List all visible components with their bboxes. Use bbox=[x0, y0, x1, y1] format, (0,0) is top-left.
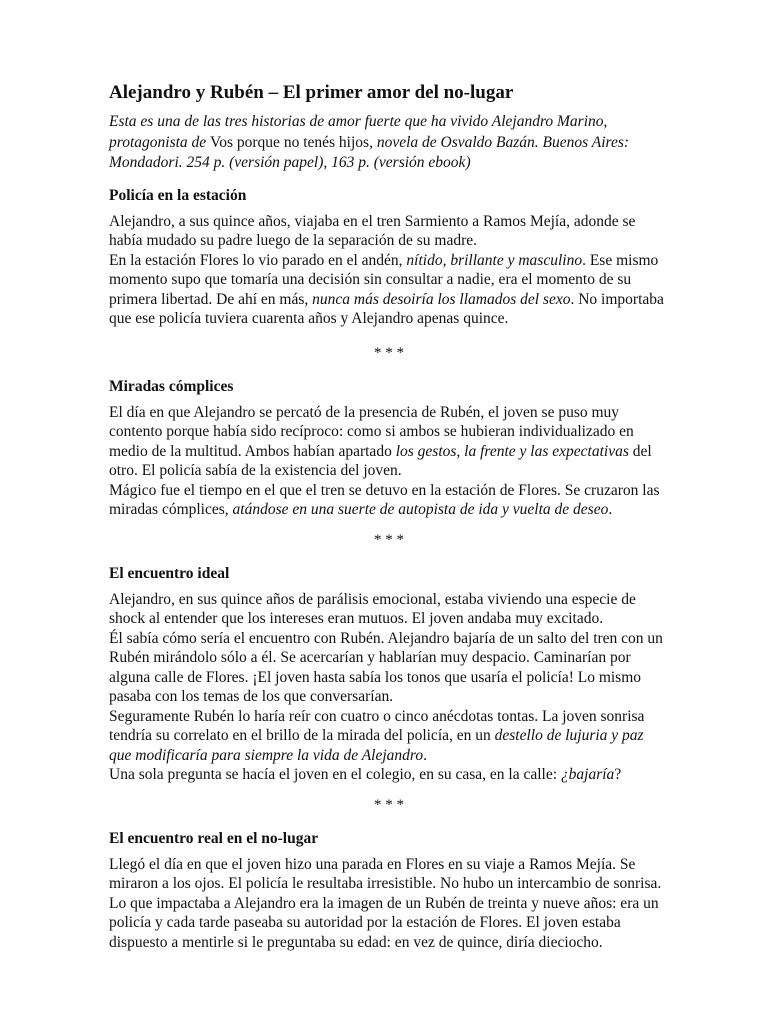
intro-paragraph bbox=[109, 112, 669, 174]
document-title: Alejandro y Rubén – El primer amor del no-lugar bbox=[109, 82, 514, 103]
section-encuentro-real bbox=[109, 829, 669, 953]
paragraph: Alejandro, a sus quince años, viajaba en el tren Sarmiento a Ramos Mejía, adonde se había mudado su padre luego de la separación de su madre. bbox=[109, 212, 636, 249]
paragraph: Alejandro, en sus quince años de parálisis emocional, estaba viviendo una especie de shock al entender que los intereses eran mutuos. El joven andaba muy excitado. bbox=[109, 590, 636, 627]
section-separator: * * * bbox=[374, 796, 404, 813]
paragraph: Seguramente Rubén lo haría reír con cuatro o cinco anécdotas tontas. La joven sonrisa tendría su correlato en el brillo de la mirada del policía, en un destello de lujuria y paz que modificaría para siempre la vida de Alejandro. bbox=[109, 707, 645, 764]
paragraph: Una sola pregunta se hacía el joven en el colegio, en su casa, en la calle: ¿bajaría? bbox=[109, 766, 622, 783]
intro-book-title: Vos porque no tenés hijos bbox=[210, 133, 370, 151]
paragraph: En la estación Flores lo vio parado en el andén, nítido, brillante y masculino. Ese mismo momento supo que tomaría una decisión sin consultar a nadie, era el momento de su primera libertad. De ahí en más, nunca más desoiría los llamados del sexo. No importaba que ese policía tuviera cuarenta años y Alejandro apenas quince. bbox=[109, 251, 664, 327]
section-heading: El encuentro real en el no-lugar bbox=[109, 829, 319, 847]
section-heading: El encuentro ideal bbox=[109, 564, 230, 582]
document-content bbox=[109, 80, 669, 952]
section-heading: Policía en la estación bbox=[109, 186, 247, 204]
paragraph: Él sabía cómo sería el encuentro con Rubén. Alejandro bajaría de un salto del tren con un Rubén mirándolo sólo a él. Se acercarían y hablarían muy despacio. Caminarían por alguna calle de Flores. ¡El joven hasta sabía los tonos que usaría el policía! Lo mismo pasaba con los temas de los que conversarían. bbox=[109, 629, 663, 705]
paragraph: Mágico fue el tiempo en el que el tren se detuvo en la estación de Flores. Se cruzaron las miradas cómplices, atándose en una suerte de autopista de ida y vuelta de deseo. bbox=[109, 481, 660, 518]
section-encuentro-ideal bbox=[109, 564, 669, 785]
section-separator: * * * bbox=[374, 531, 404, 548]
section-heading: Miradas cómplices bbox=[109, 377, 234, 395]
intro-text-1: Esta es una de las tres historias de amor fuerte que ha vivido Alejandro Marino, protagonista de bbox=[109, 113, 608, 151]
intro-text-2: , novela de Osvaldo Bazán. Buenos Aires: Mondadori. 254 p. (versión papel), 163 p. (versión ebook) bbox=[109, 133, 630, 171]
section-miradas bbox=[109, 377, 669, 520]
section-policia bbox=[109, 186, 669, 329]
section-separator: * * * bbox=[374, 344, 404, 361]
paragraph: Llegó el día en que el joven hizo una parada en Flores en su viaje a Ramos Mejía. Se miraron a los ojos. El policía le resultaba irresistible. No hubo un intercambio de sonrisa. Lo que impactaba a Alejandro era la imagen de un Rubén de treinta y nueve años: era un policía y cada tarde paseaba su autoridad por la estación de Flores. El joven estaba dispuesto a mentirle si le preguntaba su edad: en vez de quince, diría dieciocho. bbox=[109, 855, 662, 951]
paragraph: El día en que Alejandro se percató de la presencia de Rubén, el joven se puso muy contento porque había sido recíproco: como si ambos se hubieran individualizado en medio de la multitud. Ambos habían apartado los gestos, la frente y las expectativas del otro. El policía sabía de la existencia del joven. bbox=[109, 403, 652, 479]
